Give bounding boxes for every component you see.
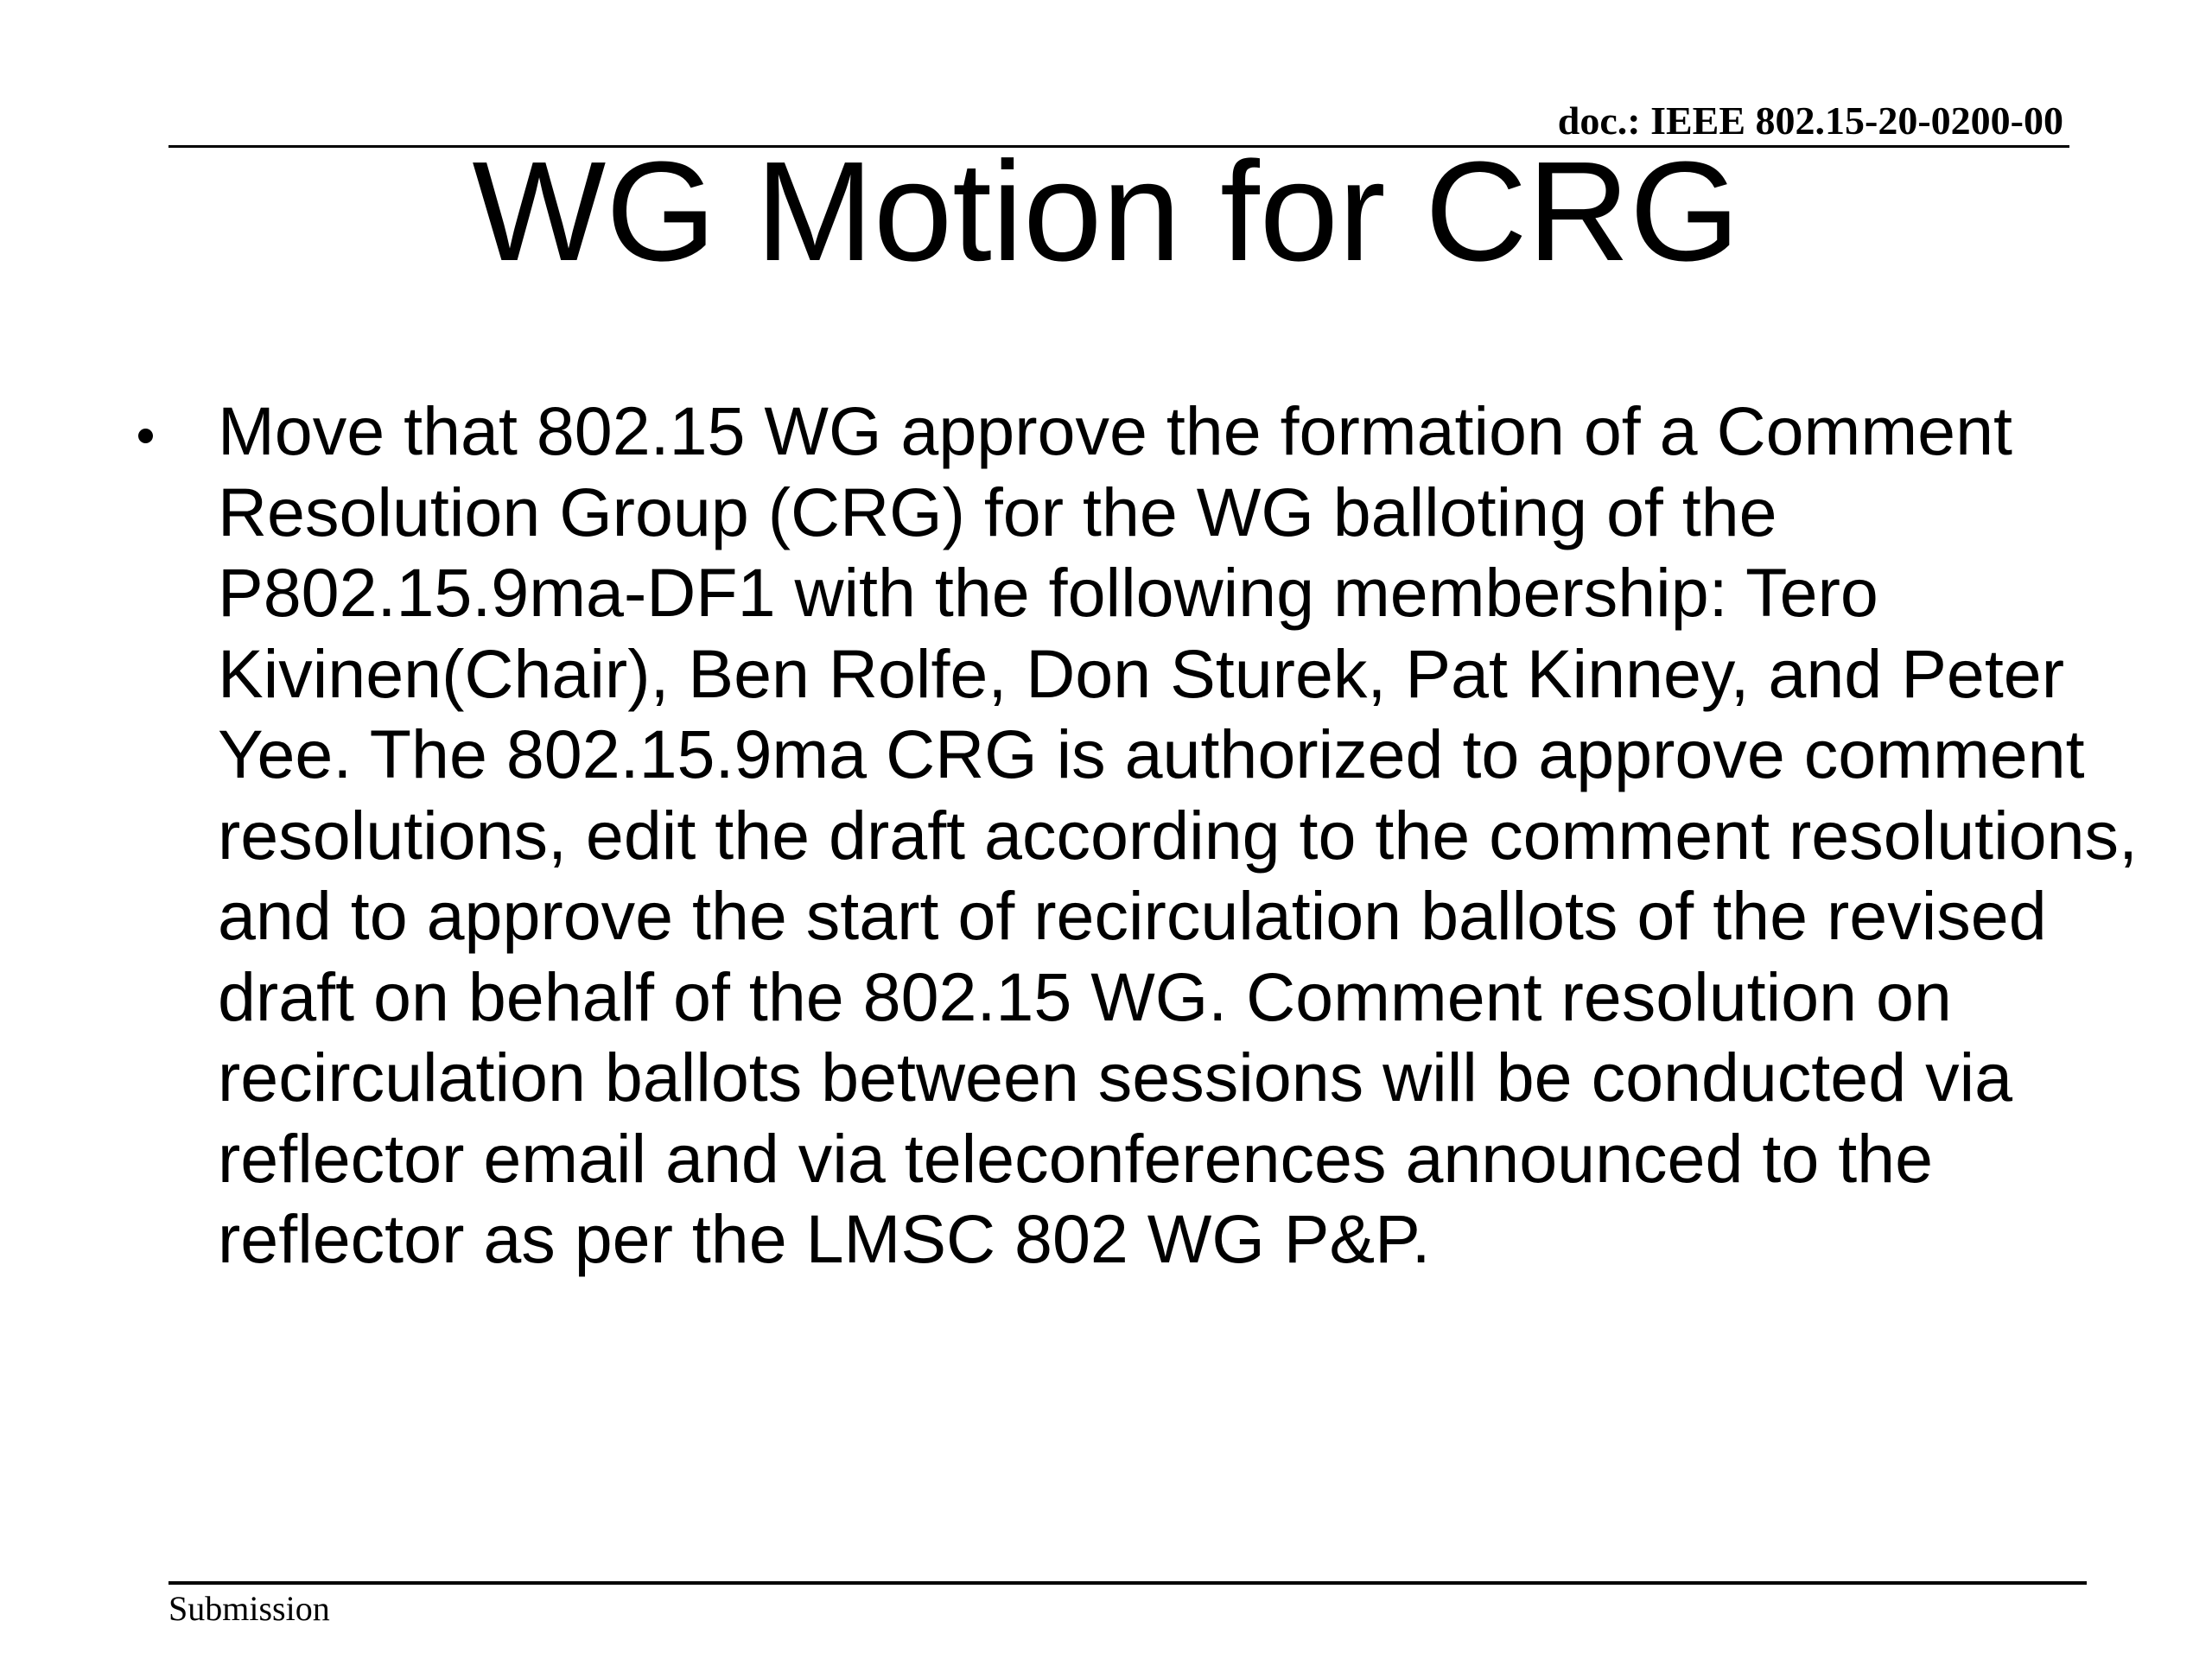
- slide-title: WG Motion for CRG: [472, 132, 1740, 290]
- footer-submission-label: Submission: [168, 1589, 330, 1628]
- document-id: doc.: IEEE 802.15-20-0200-00: [1557, 99, 2063, 143]
- footer-divider: [168, 1581, 2087, 1585]
- bullet-dot-icon: [138, 429, 153, 443]
- bullet-list: [130, 391, 2143, 1280]
- motion-text: Move that 802.15 WG approve the formation of a Comment Resolution Group (CRG) for the WG balloting of the P802.15.9ma-DF1 with the following membership: Tero Kivinen(Chair), Ben Rolfe, Don Sturek, Pat Kinney, and Peter Yee. The 802.15.9ma CRG is authorized to approve comment resolutions, edit the draft according to the comment resolutions, and to approve the start of recirculation ballots of the revised draft on behalf of the 802.15 WG. Comment resolution on recirculation ballots between sessions will be conducted via reflector email and via teleconferences announced to the reflector as per the LMSC 802 WG P&P.: [218, 392, 2138, 1277]
- list-item: [130, 391, 2143, 1280]
